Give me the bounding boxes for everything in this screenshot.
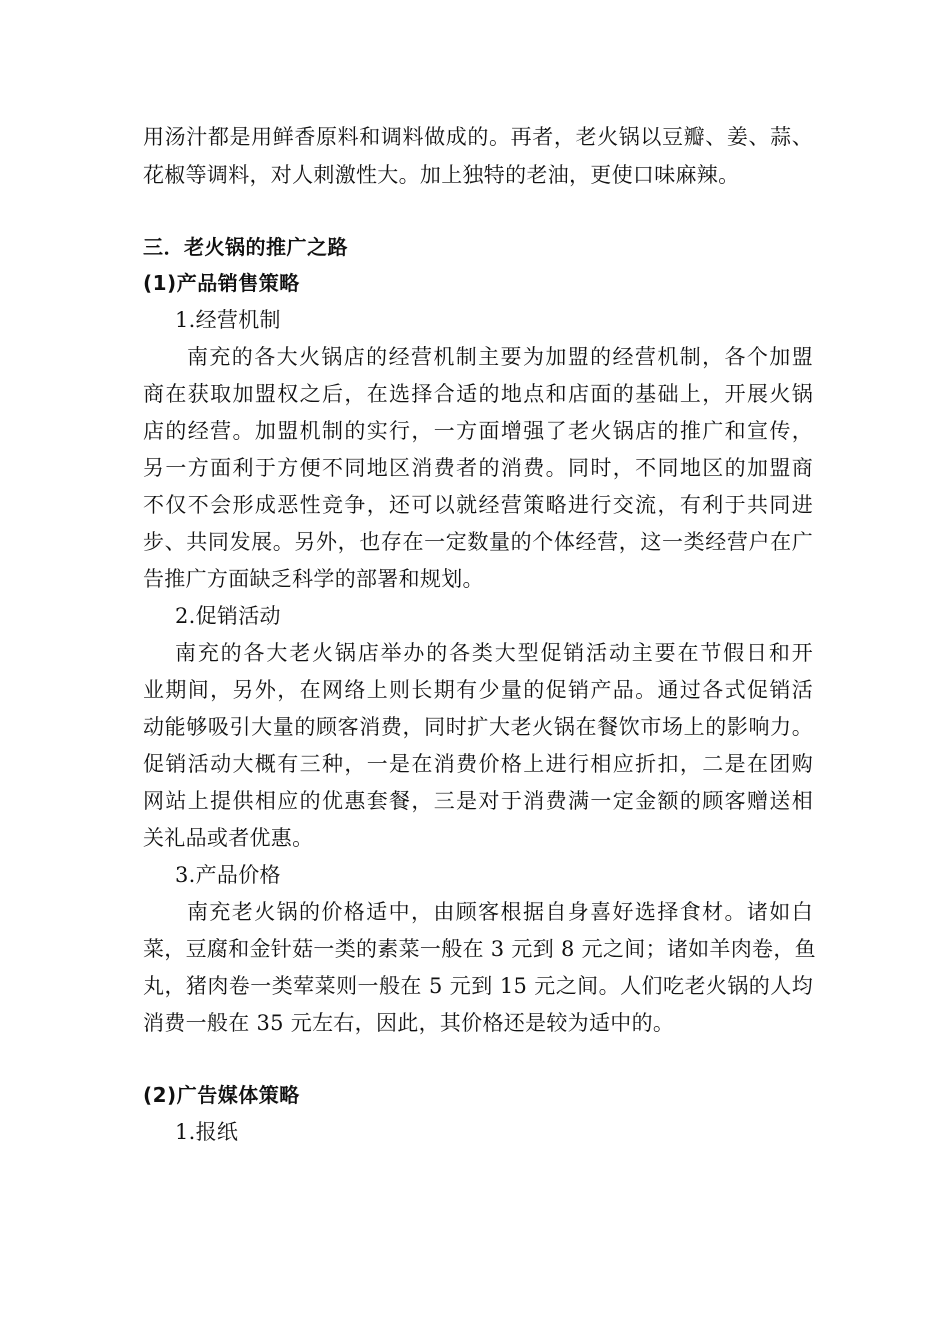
item-1-line-7: 告推广方面缺乏科学的部署和规划。 <box>143 567 484 591</box>
part-1-heading: (1)产品销售策略 <box>143 271 300 295</box>
item-2-line-2: 业期间，另外，在网络上则长期有少量的促销产品。通过各式促销活 <box>143 678 813 702</box>
item-2-line-1: 南充的各大老火锅店举办的各类大型促销活动主要在节假日和开 <box>175 641 813 665</box>
item-1-line-3: 店的经营。加盟机制的实行，一方面增强了老火锅店的推广和宣传， <box>143 419 813 443</box>
intro-line-1: 用汤汁都是用鲜香原料和调料做成的。再者，老火锅以豆瓣、姜、蒜、 <box>143 125 813 149</box>
item-1-line-2: 商在获取加盟权之后，在选择合适的地点和店面的基础上，开展火锅 <box>143 382 813 406</box>
item-3-line-4: 消费一般在 35 元左右，因此，其价格还是较为适中的。 <box>143 1011 675 1035</box>
item-1-line-5: 不仅不会形成恶性竞争，还可以就经营策略进行交流，有利于共同进 <box>143 493 813 517</box>
item-1-line-1: 南充的各大火锅店的经营机制主要为加盟的经营机制，各个加盟 <box>187 345 813 369</box>
item-2-line-3: 动能够吸引大量的顾客消费，同时扩大老火锅在餐饮市场上的影响力。 <box>143 715 813 739</box>
item-2-line-5: 网站上提供相应的优惠套餐，三是对于消费满一定金额的顾客赠送相 <box>143 789 813 813</box>
item-2-line-4: 促销活动大概有三种，一是在消费价格上进行相应折扣，二是在团购 <box>143 752 813 776</box>
item-1-heading: 1.经营机制 <box>175 308 281 332</box>
part-2-heading: (2)广告媒体策略 <box>143 1083 300 1107</box>
item-2-line-6: 关礼品或者优惠。 <box>143 826 314 850</box>
item-3-heading: 3.产品价格 <box>175 863 281 887</box>
item-3-line-3: 丸，猪肉卷一类荤菜则一般在 5 元到 15 元之间。人们吃老火锅的人均 <box>143 974 813 998</box>
part-2-item-1-heading: 1.报纸 <box>175 1120 239 1144</box>
item-1-line-6: 步、共同发展。另外，也存在一定数量的个体经营，这一类经营户在广 <box>143 530 813 554</box>
item-2-heading: 2.促销活动 <box>175 604 281 628</box>
item-3-line-1: 南充老火锅的价格适中，由顾客根据自身喜好选择食材。诸如白 <box>187 900 813 924</box>
intro-line-2: 花椒等调料，对人刺激性大。加上独特的老油，更使口味麻辣。 <box>143 163 740 187</box>
section-3-heading: 三．老火锅的推广之路 <box>143 235 348 259</box>
item-1-line-4: 另一方面利于方便不同地区消费者的消费。同时，不同地区的加盟商 <box>143 456 813 480</box>
item-3-line-2: 菜，豆腐和金针菇一类的素菜一般在 3 元到 8 元之间；诸如羊肉卷，鱼 <box>143 937 816 961</box>
